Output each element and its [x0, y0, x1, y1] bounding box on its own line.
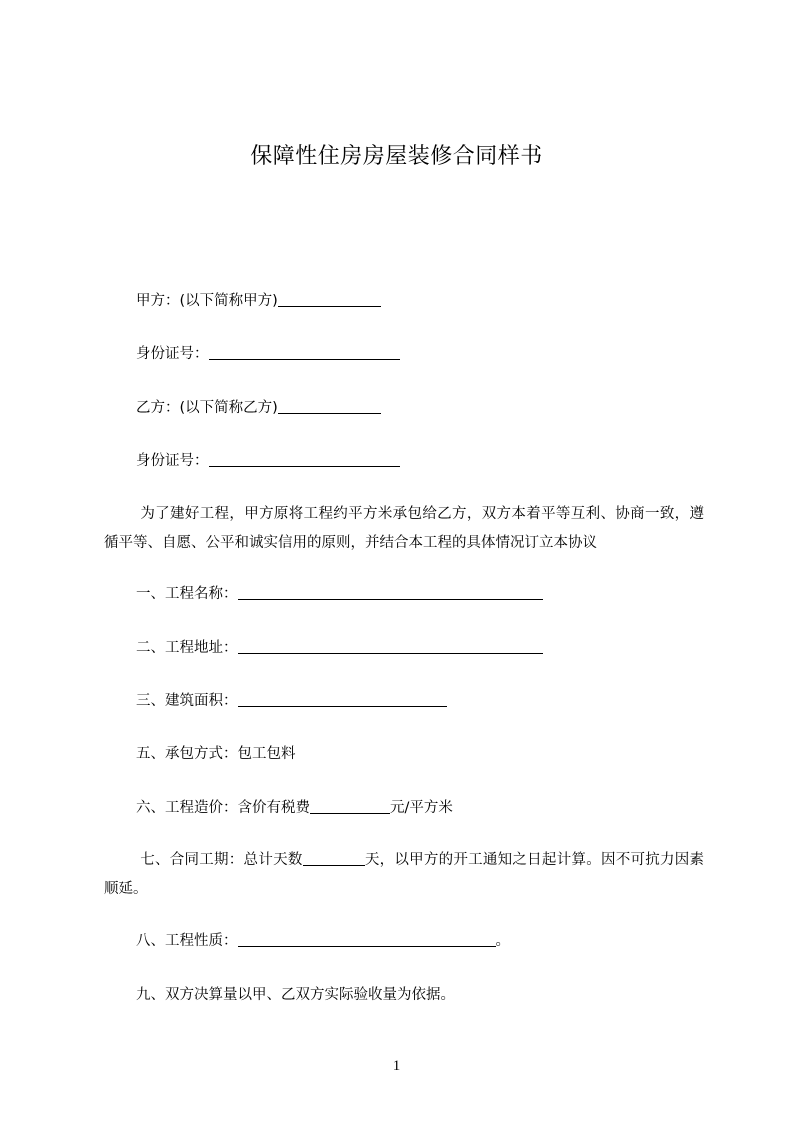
item-7-suffix: 天，以甲方的开工通知之日起计算。因不可抗力因素顺延。: [104, 852, 705, 897]
item-9-line: [136, 985, 455, 1005]
item-2-line: [136, 638, 543, 658]
item-7-prefix: 七、合同工期：总计天数: [140, 852, 303, 868]
intro-paragraph: [104, 500, 704, 558]
party-b-blank: [278, 398, 381, 414]
party-b-id-blank: [209, 451, 400, 467]
item-3-blank: [238, 691, 447, 707]
party-b-label: 乙方：(以下简称乙方): [136, 400, 278, 416]
item-8-blank: [238, 931, 496, 947]
party-a-blank: [278, 291, 381, 307]
party-a-line: [136, 291, 381, 311]
item-8-label: 八、工程性质：: [136, 933, 238, 949]
item-8-line: [136, 931, 510, 951]
page-number: 1: [392, 1058, 401, 1074]
item-2-label: 二、工程地址：: [136, 640, 238, 656]
item-8-end: 。: [495, 933, 510, 949]
item-6-line: [136, 798, 453, 818]
item-5-line: [136, 744, 296, 764]
item-3-label: 三、建筑面积：: [136, 693, 238, 709]
item-5-text: 五、承包方式：包工包料: [136, 746, 296, 762]
item-6-blank: [310, 798, 390, 814]
party-a-id-blank: [209, 344, 400, 360]
item-3-line: [136, 691, 447, 711]
document-title: 保障性住房房屋装修合同样书: [250, 144, 543, 169]
item-1-blank: [238, 584, 543, 600]
item-7-blank: [303, 850, 365, 866]
item-6-unit: 元/平方米: [390, 800, 453, 816]
item-1-line: [136, 584, 543, 604]
party-b-id-label: 身份证号：: [136, 453, 209, 469]
intro-paragraph-text: 为了建好工程，甲方原将工程约平方米承包给乙方，双方本着平等互利、协商一致，遵循平等、自愿、公平和诚实信用的原则，并结合本工程的具体情况订立本协议: [104, 506, 704, 551]
party-b-id-line: [136, 451, 400, 471]
party-a-id-line: [136, 344, 400, 364]
party-a-id-label: 身份证号：: [136, 346, 209, 362]
item-9-text: 九、双方决算量以甲、乙双方实际验收量为依据。: [136, 987, 455, 1003]
party-a-label: 甲方：(以下简称甲方): [136, 293, 278, 309]
item-1-label: 一、工程名称：: [136, 586, 238, 602]
item-2-blank: [238, 638, 543, 654]
item-7-paragraph: [104, 846, 704, 904]
party-b-line: [136, 398, 381, 418]
item-6-label: 六、工程造价：含价有税费: [136, 800, 310, 816]
